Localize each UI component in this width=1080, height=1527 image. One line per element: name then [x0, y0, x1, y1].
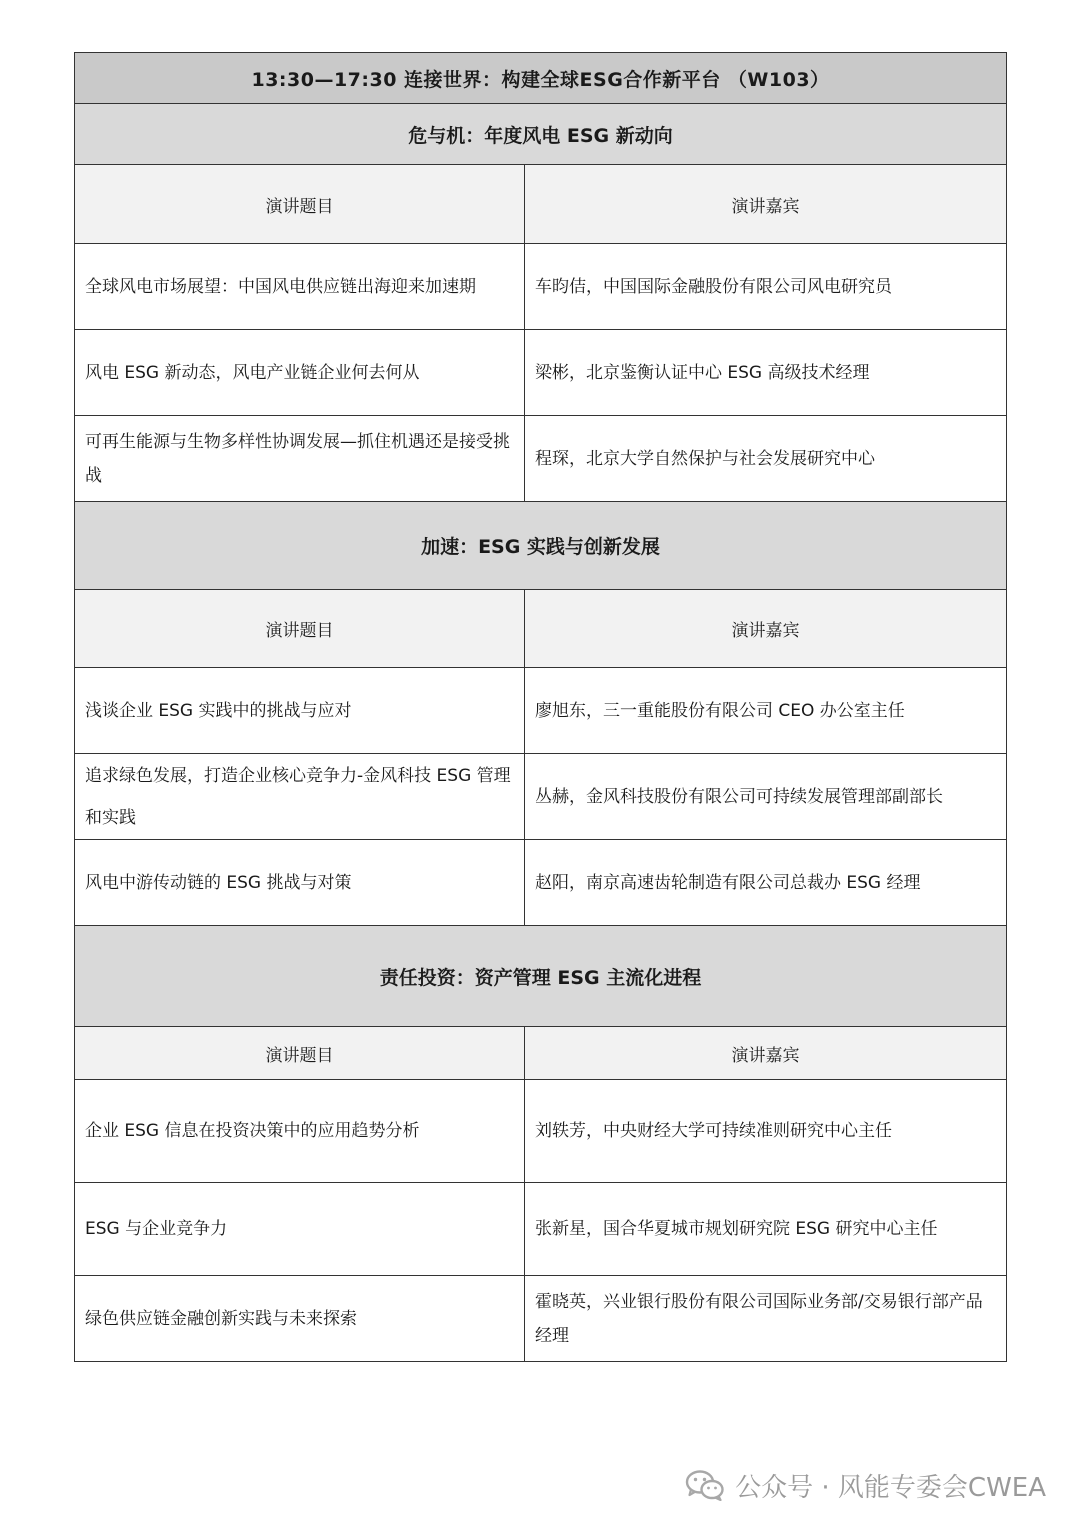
section-row	[75, 104, 1007, 165]
topic-cell: 追求绿色发展，打造企业核心竞争力-金风科技 ESG 管理和实践	[75, 754, 525, 840]
column-header-row	[75, 165, 1007, 244]
topic-cell: 风电 ESG 新动态，风电产业链企业何去何从	[75, 330, 525, 416]
schedule-table	[74, 52, 1007, 1362]
topic-cell: 浅谈企业 ESG 实践中的挑战与应对	[75, 668, 525, 754]
table-row	[75, 668, 1007, 754]
speaker-cell: 廖旭东，三一重能股份有限公司 CEO 办公室主任	[525, 668, 1007, 754]
speaker-cell: 赵阳，南京高速齿轮制造有限公司总裁办 ESG 经理	[525, 840, 1007, 926]
topic-cell: 风电中游传动链的 ESG 挑战与对策	[75, 840, 525, 926]
speaker-header: 演讲嘉宾	[525, 1027, 1007, 1080]
topic-cell: 绿色供应链金融创新实践与未来探索	[75, 1276, 525, 1362]
topic-cell: ESG 与企业竞争力	[75, 1183, 525, 1276]
table-row	[75, 1080, 1007, 1183]
wechat-icon	[685, 1469, 725, 1501]
speaker-header: 演讲嘉宾	[525, 165, 1007, 244]
speaker-header: 演讲嘉宾	[525, 590, 1007, 668]
topic-cell: 可再生能源与生物多样性协调发展—抓住机遇还是接受挑战	[75, 416, 525, 502]
watermark-text: 公众号 · 风能专委会CWEA	[735, 1472, 1046, 1503]
column-header-row	[75, 590, 1007, 668]
speaker-cell: 霍晓英，兴业银行股份有限公司国际业务部/交易银行部产品经理	[525, 1276, 1007, 1362]
topic-header: 演讲题目	[75, 590, 525, 668]
topic-cell: 全球风电市场展望：中国风电供应链出海迎来加速期	[75, 244, 525, 330]
section-title: 危与机：年度风电 ESG 新动向	[75, 104, 1007, 165]
section-title: 加速：ESG 实践与创新发展	[75, 502, 1007, 590]
speaker-cell: 车昀佶，中国国际金融股份有限公司风电研究员	[525, 244, 1007, 330]
title-row	[75, 53, 1007, 104]
speaker-cell: 梁彬，北京鉴衡认证中心 ESG 高级技术经理	[525, 330, 1007, 416]
section-row	[75, 926, 1007, 1027]
section-row	[75, 502, 1007, 590]
watermark	[685, 1465, 1046, 1505]
table-row	[75, 754, 1007, 840]
schedule-title: 13:30—17:30 连接世界：构建全球ESG合作新平台 （W103）	[75, 53, 1007, 104]
topic-cell: 企业 ESG 信息在投资决策中的应用趋势分析	[75, 1080, 525, 1183]
speaker-cell: 张新星，国合华夏城市规划研究院 ESG 研究中心主任	[525, 1183, 1007, 1276]
speaker-cell: 程琛，北京大学自然保护与社会发展研究中心	[525, 416, 1007, 502]
section-title: 责任投资：资产管理 ESG 主流化进程	[75, 926, 1007, 1027]
topic-header: 演讲题目	[75, 1027, 525, 1080]
topic-header: 演讲题目	[75, 165, 525, 244]
table-row	[75, 1183, 1007, 1276]
table-row	[75, 840, 1007, 926]
table-row	[75, 1276, 1007, 1362]
speaker-cell: 刘轶芳，中央财经大学可持续准则研究中心主任	[525, 1080, 1007, 1183]
table-row	[75, 416, 1007, 502]
table-row	[75, 244, 1007, 330]
speaker-cell: 丛赫，金风科技股份有限公司可持续发展管理部副部长	[525, 754, 1007, 840]
column-header-row	[75, 1027, 1007, 1080]
table-row	[75, 330, 1007, 416]
